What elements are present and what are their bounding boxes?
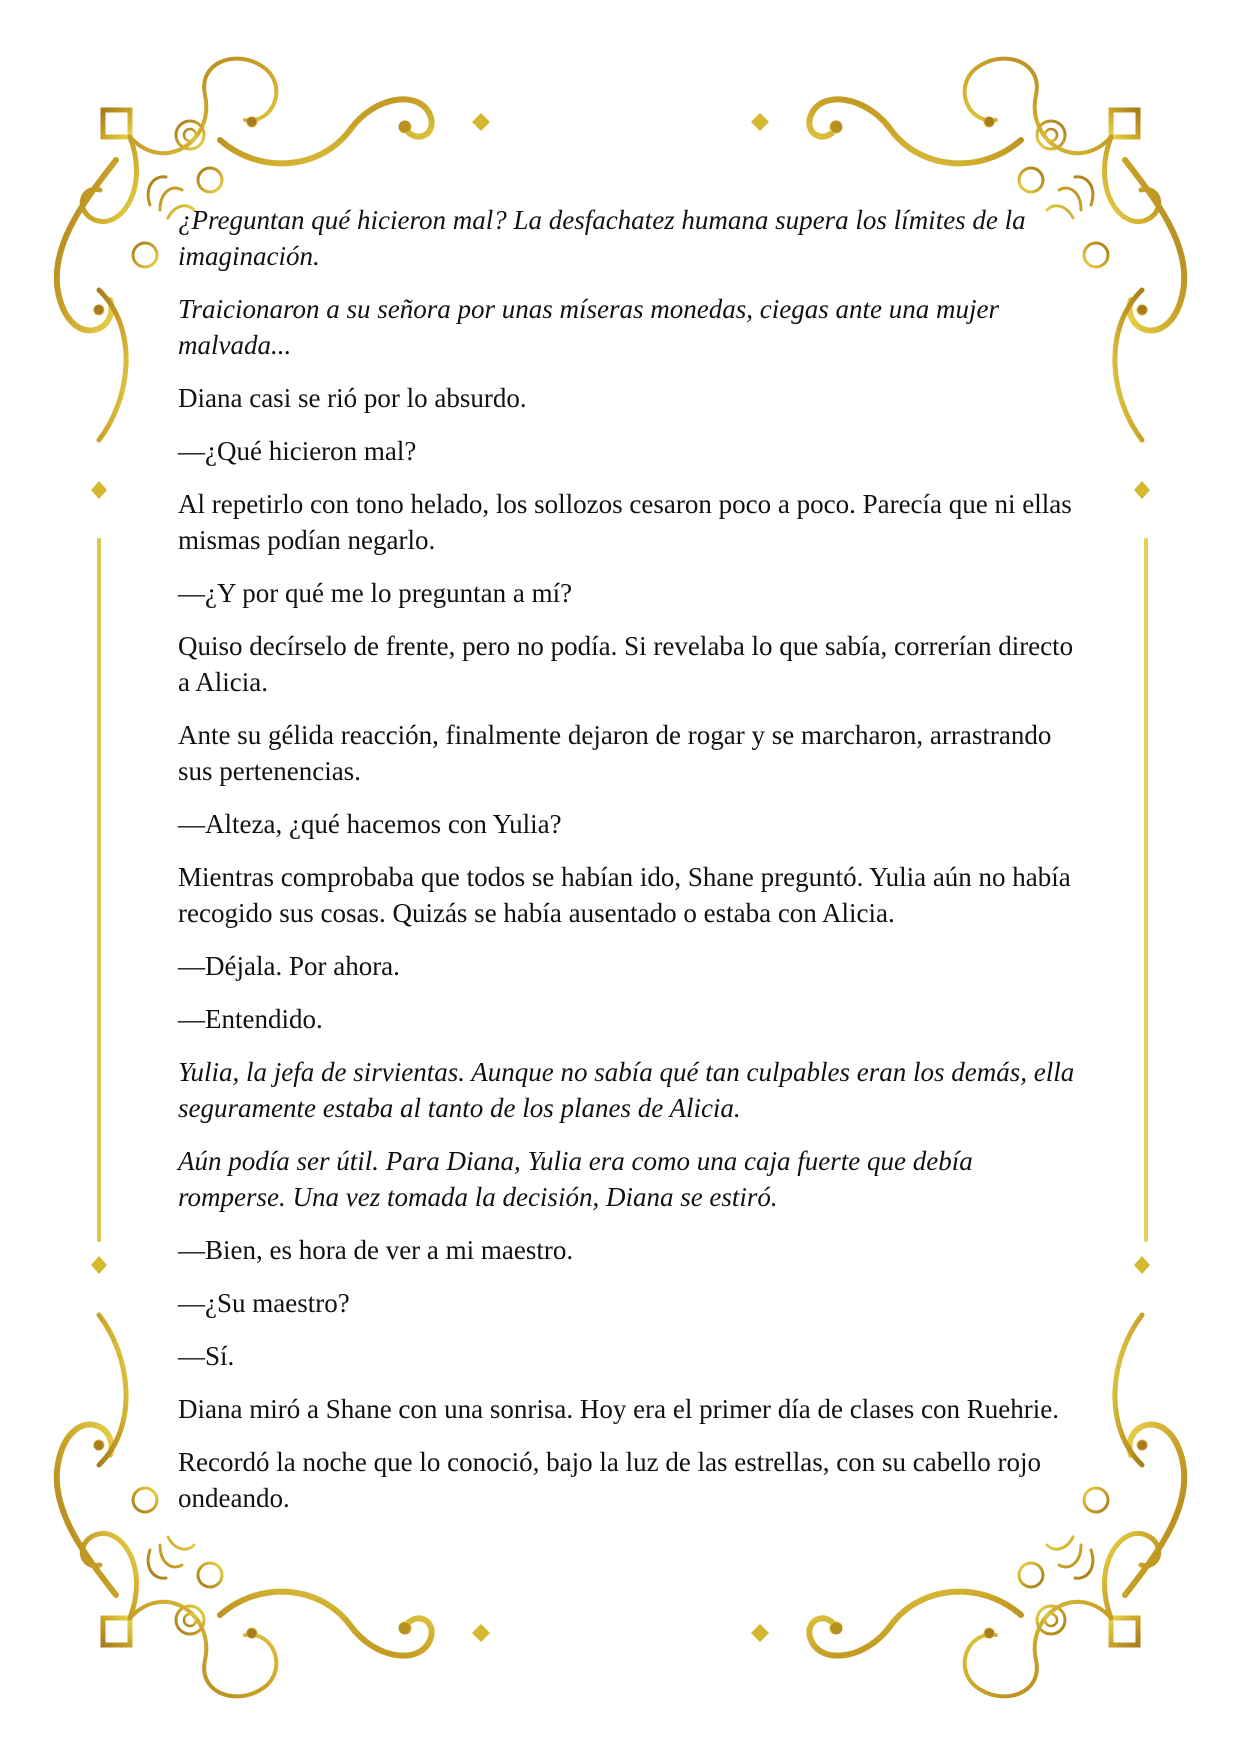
paragraph: —Bien, es hora de ver a mi maestro. — [178, 1235, 574, 1265]
paragraph: Yulia, la jefa de sirvientas. Aunque no sabía qué tan culpables eran los demás, ella seguramente estaba al tanto de los planes de Alicia. — [178, 1057, 1075, 1123]
paragraph: —Sí. — [178, 1341, 235, 1371]
paragraph: —Alteza, ¿qué hacemos con Yulia? — [178, 809, 562, 839]
paragraph: Aún podía ser útil. Para Diana, Yulia era como una caja fuerte que debía romperse. Una vez tomada la decisión, Diana se estiró. — [178, 1146, 973, 1212]
paragraph: Recordó la noche que lo conoció, bajo la luz de las estrellas, con su cabello rojo ondeando. — [178, 1447, 1041, 1513]
paragraph: —¿Qué hicieron mal? — [178, 436, 417, 466]
paragraph: —¿Su maestro? — [178, 1288, 350, 1318]
paragraph: Ante su gélida reacción, finalmente dejaron de rogar y se marcharon, arrastrando sus pertenencias. — [178, 720, 1052, 786]
paragraph: —Entendido. — [178, 1004, 323, 1034]
paragraph: Diana casi se rió por lo absurdo. — [178, 383, 527, 413]
paragraph: Quiso decírselo de frente, pero no podía. Si revelaba lo que sabía, correrían directo a Alicia. — [178, 631, 1074, 697]
paragraph: Traicionaron a su señora por unas míseras monedas, ciegas ante una mujer malvada... — [178, 294, 999, 360]
paragraph: Al repetirlo con tono helado, los sollozos cesaron poco a poco. Parecía que ni ellas mismas podían negarlo. — [178, 489, 1072, 555]
paragraph: —Déjala. Por ahora. — [178, 951, 400, 981]
paragraph: —¿Y por qué me lo preguntan a mí? — [178, 578, 573, 608]
paragraph: ¿Preguntan qué hicieron mal? La desfachatez humana supera los límites de la imaginación. — [178, 205, 1026, 271]
paragraph: Mientras comprobaba que todos se habían ido, Shane preguntó. Yulia aún no había recogido sus cosas. Quizás se había ausentado o estaba con Alicia. — [178, 862, 1071, 928]
paragraph: Diana miró a Shane con una sonrisa. Hoy era el primer día de clases con Ruehrie. — [178, 1394, 1059, 1424]
document-body — [178, 202, 1083, 1533]
